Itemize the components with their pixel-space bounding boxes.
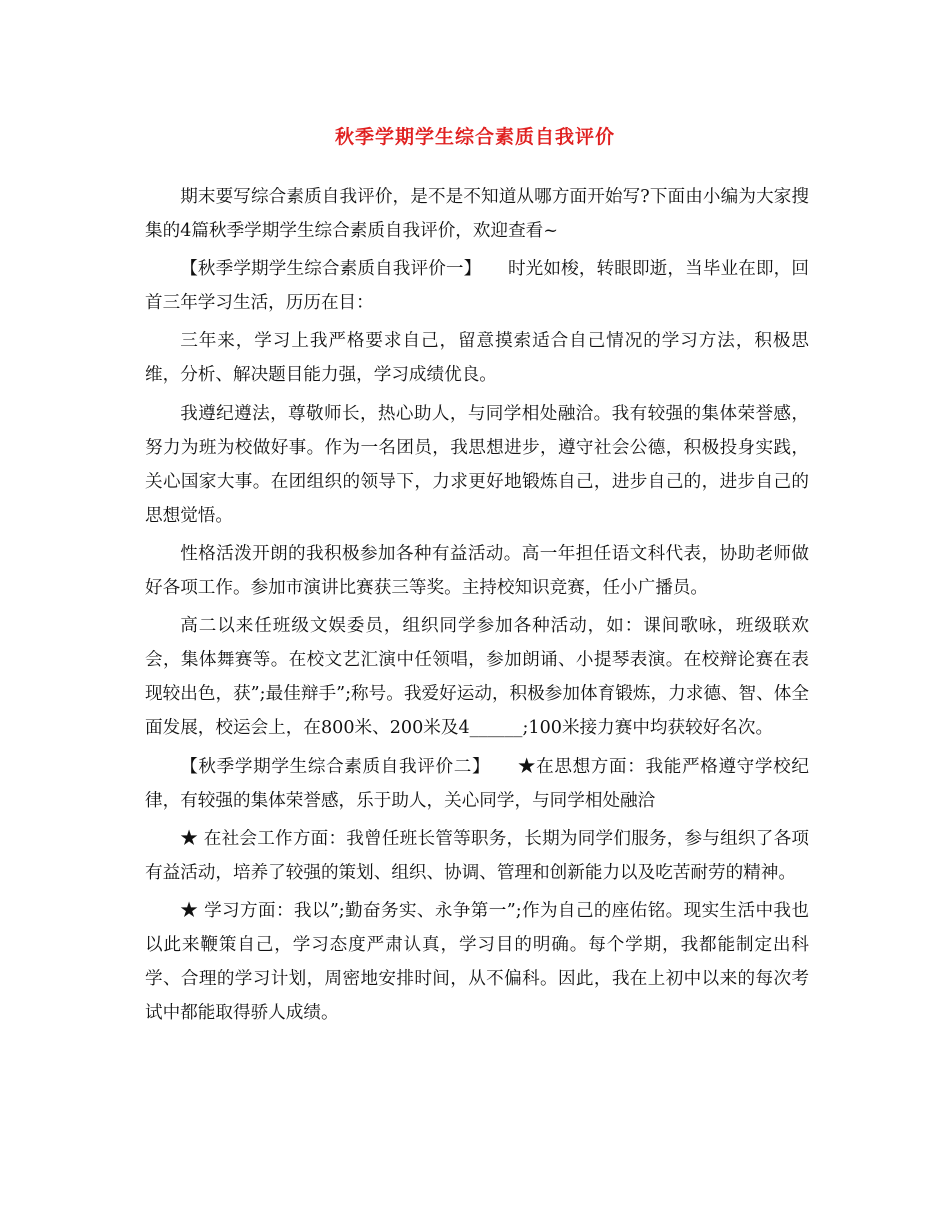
document-title: 秋季学期学生综合素质自我评价: [334, 126, 615, 148]
paragraph-section-one-heading: 【秋季学期学生综合素质自我评价一】 时光如梭，转眼即逝，当毕业在即，回首三年学习生活，历历在目：: [145, 259, 809, 314]
document-body: [145, 180, 809, 1034]
paragraph-conduct: 我遵纪遵法，尊敬师长，热心助人，与同学相处融洽。我有较强的集体荣誉感，努力为班为校做好事。作为一名团员，我思想进步，遵守社会公德，积极投身实践，关心国家大事。在团组织的领导下，力求更好地锻炼自己，进步自己的，进步自己的思想觉悟。: [145, 403, 809, 526]
paragraph-social-work: ★ 在社会工作方面：我曾任班长管等职务，长期为同学们服务，参与组织了各项有益活动，培养了较强的策划、组织、协调、管理和创新能力以及吃苦耐劳的精神。: [145, 828, 809, 883]
paragraph-grade-two: 高二以来任班级文娱委员，组织同学参加各种活动，如：课间歌咏，班级联欢会，集体舞赛等。在校文艺汇演中任领唱，参加朗诵、小提琴表演。在校辩论赛在表现较出色，获”;最佳辩手”;称号。我爱好运动，积极参加体育锻炼，力求德、智、体全面发展，校运会上，在800米、200米及4______;100米接力赛中均获较好名次。: [145, 616, 809, 739]
paragraph-section-two-heading: 【秋季学期学生综合素质自我评价二】 ★在思想方面：我能严格遵守学校纪律，有较强的集体荣誉感，乐于助人，关心同学，与同学相处融洽: [145, 756, 809, 811]
paragraph-study: 三年来，学习上我严格要求自己，留意摸索适合自己情况的学习方法，积极思维，分析、解决题目能力强，学习成绩优良。: [145, 331, 809, 386]
paragraph-activities: 性格活泼开朗的我积极参加各种有益活动。高一年担任语文科代表，协助老师做好各项工作。参加市演讲比赛获三等奖。主持校知识竞赛，任小广播员。: [145, 543, 809, 599]
paragraph-learning: ★ 学习方面：我以”;勤奋务实、永争第一”;作为自己的座佑铭。现实生活中我也以此来鞭策自己，学习态度严肃认真，学习目的明确。每个学期，我都能制定出科学、合理的学习计划，周密地安排时间，从不偏科。因此，我在上初中以来的每次考试中都能取得骄人成绩。: [145, 900, 809, 1024]
paragraph-intro: 期末要写综合素质自我评价，是不是不知道从哪方面开始写?下面由小编为大家搜集的4篇秋季学期学生综合素质自我评价，欢迎查看~: [145, 187, 809, 242]
